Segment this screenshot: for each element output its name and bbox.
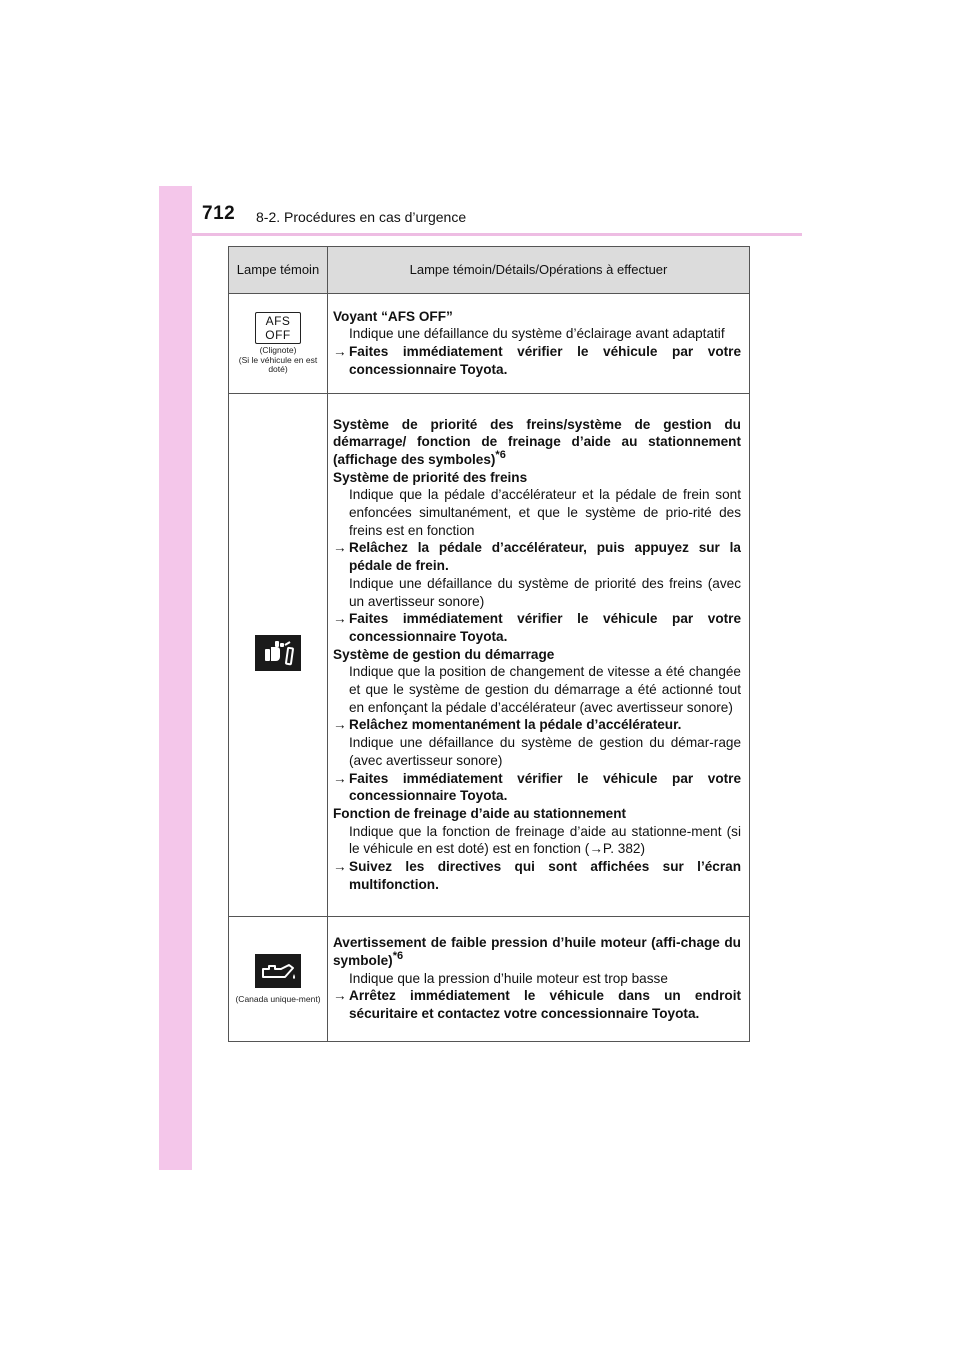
lamp-title bbox=[333, 934, 741, 969]
action-instruction bbox=[333, 343, 741, 378]
lamp-description bbox=[333, 823, 741, 858]
column-header-details: Lampe témoin/Détails/Opérations à effectuer bbox=[328, 247, 750, 294]
arrow-icon: → bbox=[333, 988, 347, 1004]
description-text-end: ) bbox=[640, 841, 645, 857]
lamp-cell bbox=[229, 917, 328, 1042]
footnote-marker: *6 bbox=[495, 448, 506, 461]
subsection-title: Système de gestion du démarrage bbox=[333, 646, 555, 662]
side-tab-band bbox=[159, 186, 192, 1170]
arrow-icon: → bbox=[333, 717, 347, 733]
oil-pressure-icon bbox=[255, 954, 301, 988]
lamp-note: (Canada unique-ment) bbox=[235, 993, 321, 1004]
table-row bbox=[229, 917, 750, 1042]
lamp-cell bbox=[229, 394, 328, 917]
lamp-cell bbox=[229, 294, 328, 394]
footnote-marker: *6 bbox=[392, 949, 404, 962]
afs-icon-text-line2: OFF bbox=[265, 328, 291, 343]
action-instruction bbox=[333, 539, 741, 574]
lamp-description: Indique que la position de changement de vitesse a été changée et que le système de gestion du démarrage a été actionné tout en enfonçant la pédale d’accélérateur (avec avertisseur sonore) bbox=[349, 664, 741, 715]
lamp-note-line1: (Clignote) bbox=[259, 345, 297, 356]
afs-off-icon bbox=[255, 312, 301, 344]
description-text: Indique que la fonction de freinage d’aide au stationne-ment (si le véhicule en est doté) est en fonction ( bbox=[349, 823, 741, 857]
arrow-icon: → bbox=[333, 770, 347, 786]
action-text: Suivez les directives qui sont affichées sur l’écran multifonction. bbox=[349, 859, 741, 892]
table-row bbox=[229, 294, 750, 394]
action-instruction bbox=[333, 610, 741, 645]
action-text: Relâchez momentanément la pédale d’accélérateur. bbox=[349, 717, 682, 733]
subsection-title: Système de priorité des freins bbox=[333, 469, 528, 485]
lamp-description: Indique une défaillance du système d’éclairage avant adaptatif bbox=[349, 326, 725, 342]
details-cell bbox=[328, 917, 750, 1042]
brake-override-icon bbox=[255, 635, 301, 671]
lamp-description: Indique une défaillance du système de priorité des freins (avec un avertisseur sonore) bbox=[349, 575, 741, 609]
action-instruction bbox=[333, 987, 741, 1022]
action-text: Faites immédiatement vérifier le véhicule par votre concessionnaire Toyota. bbox=[349, 611, 741, 644]
page-reference-link[interactable]: P. 382 bbox=[602, 841, 641, 857]
column-header-lamp: Lampe témoin bbox=[229, 247, 328, 294]
details-cell bbox=[328, 394, 750, 917]
table-row bbox=[229, 394, 750, 917]
action-text: Relâchez la pédale d’accélérateur, puis appuyez sur la pédale de frein. bbox=[349, 540, 741, 574]
table-header-row bbox=[229, 247, 750, 294]
arrow-icon: → bbox=[589, 841, 603, 857]
action-text: Faites immédiatement vérifier le véhicule par votre concessionnaire Toyota. bbox=[349, 344, 741, 377]
lamp-note-line2: (Si le véhicule en est doté) bbox=[238, 354, 318, 375]
arrow-icon: → bbox=[333, 611, 347, 627]
page-number: 712 bbox=[202, 203, 236, 224]
action-text: Arrêtez immédiatement le véhicule dans un endroit sécuritaire et contactez votre concessionnaire Toyota. bbox=[349, 988, 741, 1022]
section-title: 8-2. Procédures en cas d’urgence bbox=[256, 209, 467, 225]
action-text: Faites immédiatement vérifier le véhicule par votre concessionnaire Toyota. bbox=[349, 770, 741, 804]
subsection-title: Fonction de freinage d’aide au stationnement bbox=[333, 805, 627, 821]
action-instruction bbox=[333, 858, 741, 893]
action-instruction bbox=[333, 770, 741, 805]
details-cell bbox=[328, 294, 750, 394]
warning-lamp-table bbox=[228, 246, 750, 1042]
action-instruction bbox=[333, 716, 741, 734]
lamp-description: Indique que la pédale d’accélérateur et la pédale de frein sont enfoncées simultanément, et que le système de prio-rité des freins est en fonction bbox=[349, 487, 741, 538]
lamp-title bbox=[333, 416, 741, 469]
lamp-note bbox=[231, 346, 325, 375]
lamp-description: Indique que la pression d’huile moteur est trop basse bbox=[349, 970, 668, 986]
arrow-icon: → bbox=[333, 344, 347, 359]
header-rule bbox=[192, 233, 802, 236]
lamp-description: Indique une défaillance du système de gestion du démar-rage (avec avertisseur sonore) bbox=[349, 735, 741, 768]
arrow-icon: → bbox=[333, 540, 347, 556]
lamp-title-text: Système de priorité des freins/système de gestion du démarrage/ fonction de freinage d’aide au stationnement (affichage des symboles) bbox=[333, 416, 741, 467]
lamp-title: Voyant “AFS OFF” bbox=[333, 308, 453, 324]
arrow-icon: → bbox=[333, 859, 347, 875]
afs-icon-text-line1: AFS bbox=[265, 314, 291, 329]
lamp-title-text: Avertissement de faible pression d’huile moteur (affi-chage du symbole) bbox=[333, 935, 741, 968]
